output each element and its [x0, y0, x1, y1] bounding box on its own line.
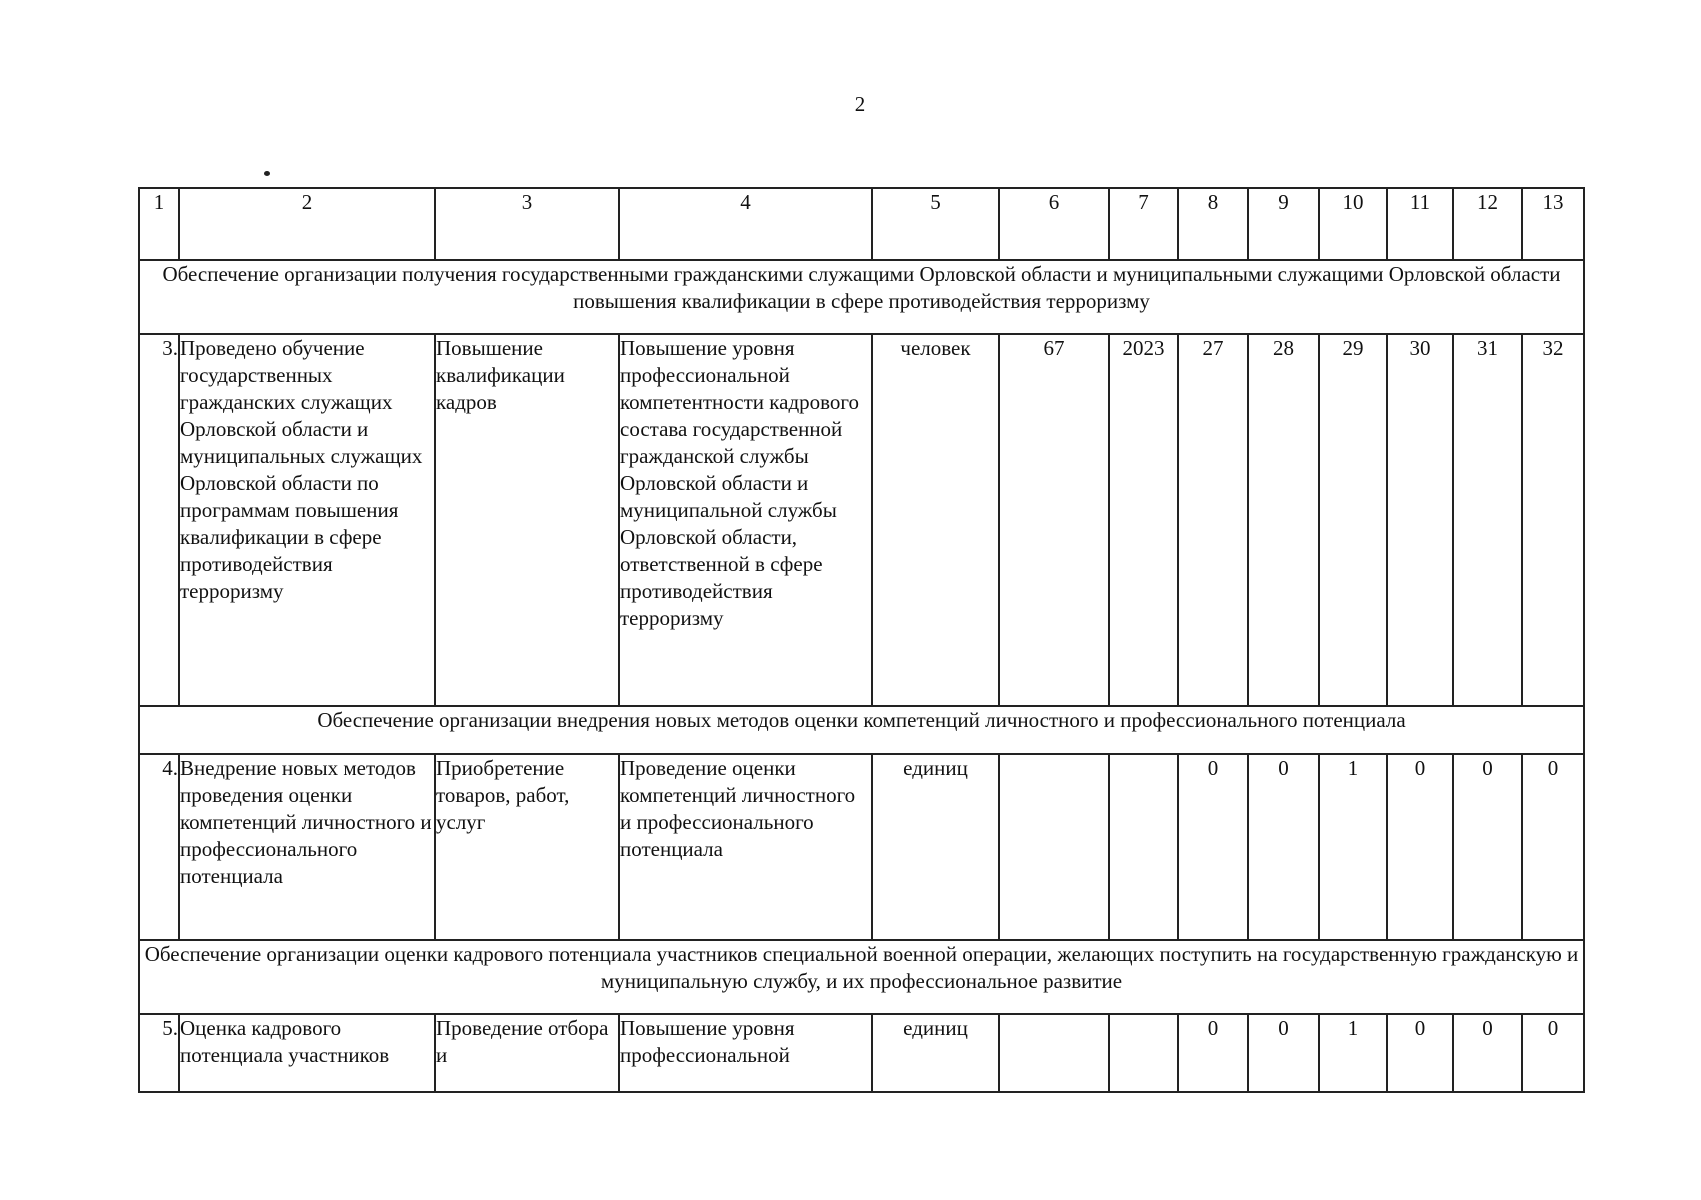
row-value: 1: [1319, 754, 1387, 940]
column-number: 12: [1453, 188, 1522, 260]
row-value: 0: [1387, 1014, 1453, 1092]
row-base-value: 67: [999, 334, 1109, 706]
row-value: 0: [1387, 754, 1453, 940]
row-number: 5.: [139, 1014, 179, 1092]
column-number: 9: [1248, 188, 1319, 260]
table-row: [139, 334, 1584, 706]
column-number: 13: [1522, 188, 1584, 260]
column-number: 4: [619, 188, 872, 260]
table-row: [139, 754, 1584, 940]
row-number: 4.: [139, 754, 179, 940]
column-number: 10: [1319, 188, 1387, 260]
row-value: 0: [1178, 754, 1248, 940]
row-unit: человек: [872, 334, 999, 706]
section-title: Обеспечение организации получения государственными гражданскими служащими Орловской области и муниципальными служащими Орловской области повышения квалификации в сфере противодействия терроризму: [139, 260, 1584, 334]
column-number: 7: [1109, 188, 1178, 260]
row-value: 31: [1453, 334, 1522, 706]
row-base-year: 2023: [1109, 334, 1178, 706]
table-row: [139, 1014, 1584, 1092]
column-number-row: [139, 188, 1584, 260]
column-number: 5: [872, 188, 999, 260]
column-number: 6: [999, 188, 1109, 260]
row-value: 0: [1453, 1014, 1522, 1092]
row-unit: единиц: [872, 754, 999, 940]
row-type: Повышение квалификации кадров: [435, 334, 619, 706]
page-number: 2: [854, 92, 866, 116]
row-value: 0: [1178, 1014, 1248, 1092]
column-number: 11: [1387, 188, 1453, 260]
row-value: 27: [1178, 334, 1248, 706]
row-base-year: [1109, 754, 1178, 940]
row-name: Проведено обучение государственных гражданских служащих Орловской области и муниципальных служащих Орловской области по программам повышения квалификации в сфере противодействия терроризму: [179, 334, 435, 706]
row-name: Оценка кадрового потенциала участников: [179, 1014, 435, 1092]
row-result: Повышение уровня профессиональной: [619, 1014, 872, 1092]
scan-speck: [264, 171, 270, 176]
section-row: [139, 706, 1584, 754]
column-number: 8: [1178, 188, 1248, 260]
row-number: 3.: [139, 334, 179, 706]
row-value: 29: [1319, 334, 1387, 706]
row-value: 0: [1522, 1014, 1584, 1092]
row-type: Приобретение товаров, работ, услуг: [435, 754, 619, 940]
indicators-table: [138, 187, 1585, 1093]
row-value: 28: [1248, 334, 1319, 706]
row-type: Проведение отбора и: [435, 1014, 619, 1092]
section-title: Обеспечение организации оценки кадрового потенциала участников специальной военной операции, желающих поступить на государственную гражданскую и муниципальную службу, и их профессиональное развитие: [139, 940, 1584, 1014]
row-base-value: [999, 1014, 1109, 1092]
row-base-year: [1109, 1014, 1178, 1092]
row-value: 0: [1453, 754, 1522, 940]
section-row: [139, 940, 1584, 1014]
row-result: Проведение оценки компетенций личностного и профессионального потенциала: [619, 754, 872, 940]
row-value: 32: [1522, 334, 1584, 706]
column-number: 1: [139, 188, 179, 260]
section-title: Обеспечение организации внедрения новых методов оценки компетенций личностного и профессионального потенциала: [139, 706, 1584, 754]
column-number: 2: [179, 188, 435, 260]
row-result: Повышение уровня профессиональной компетентности кадрового состава государственной гражданской службы Орловской области и муниципальной службы Орловской области, ответственной в сфере противодействия терроризму: [619, 334, 872, 706]
row-name: Внедрение новых методов проведения оценки компетенций личностного и профессионального потенциала: [179, 754, 435, 940]
row-value: 1: [1319, 1014, 1387, 1092]
row-value: 0: [1248, 1014, 1319, 1092]
row-unit: единиц: [872, 1014, 999, 1092]
section-row: [139, 260, 1584, 334]
column-number: 3: [435, 188, 619, 260]
row-base-value: [999, 754, 1109, 940]
row-value: 0: [1522, 754, 1584, 940]
row-value: 30: [1387, 334, 1453, 706]
row-value: 0: [1248, 754, 1319, 940]
